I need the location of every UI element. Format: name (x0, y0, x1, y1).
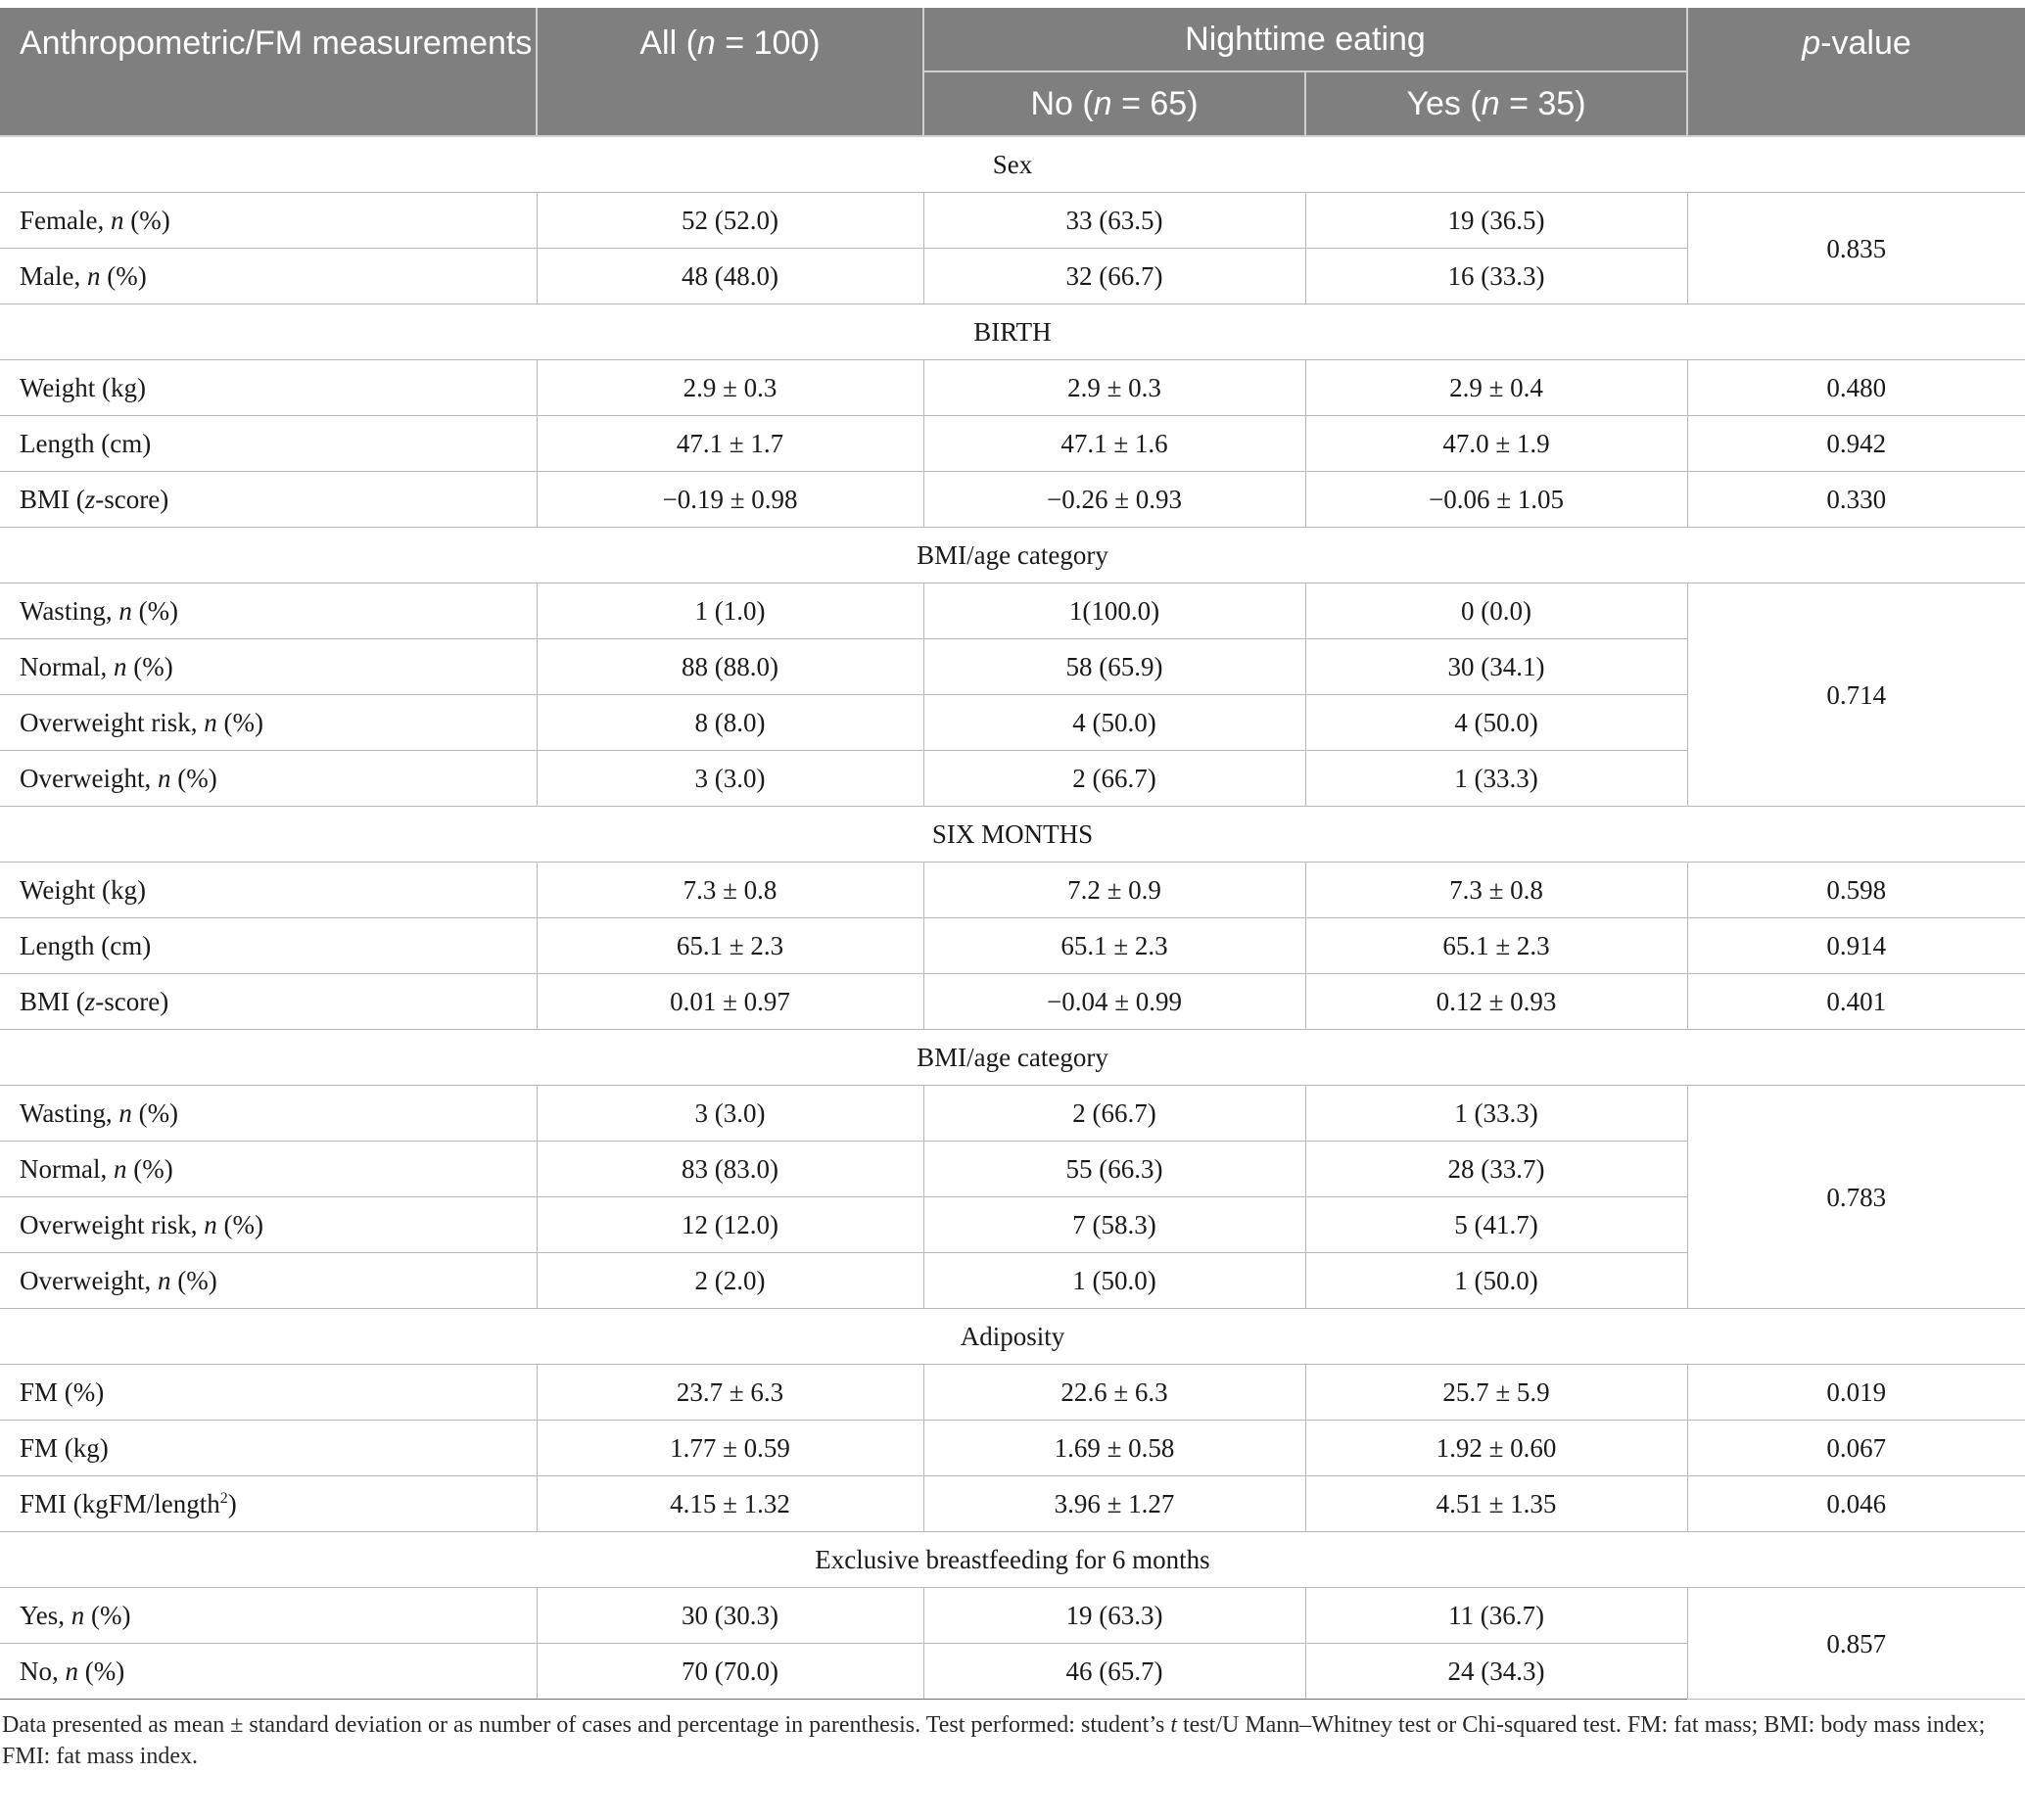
table-body (0, 136, 2025, 1700)
cell-all: 3 (3.0) (537, 751, 923, 807)
cell-all: 30 (30.3) (537, 1588, 923, 1644)
cell-p: 0.330 (1687, 472, 2025, 528)
cell-no: −0.04 ± 0.99 (923, 974, 1305, 1030)
row-label: Male, n (%) (0, 249, 537, 304)
table-row (0, 472, 2025, 528)
row-label: Overweight, n (%) (0, 751, 537, 807)
cell-all: 1 (1.0) (537, 583, 923, 639)
data-table (0, 8, 2025, 1700)
cell-all: 1.77 ± 0.59 (537, 1421, 923, 1476)
cell-all: 52 (52.0) (537, 193, 923, 249)
row-label: BMI (z-score) (0, 974, 537, 1030)
row-label: Normal, n (%) (0, 1142, 537, 1197)
cell-no: 33 (63.5) (923, 193, 1305, 249)
cell-all: 70 (70.0) (537, 1644, 923, 1700)
section-sex: Sex (0, 136, 2025, 193)
cell-yes: 5 (41.7) (1305, 1197, 1687, 1253)
table-row (0, 1588, 2025, 1644)
cell-p: 0.942 (1687, 416, 2025, 472)
cell-no: 2.9 ± 0.3 (923, 360, 1305, 416)
cell-yes: 1 (50.0) (1305, 1253, 1687, 1309)
table-row (0, 1365, 2025, 1421)
cell-yes: 24 (34.3) (1305, 1644, 1687, 1700)
table-row (0, 1421, 2025, 1476)
cell-p: 0.835 (1687, 193, 2025, 304)
cell-all: −0.19 ± 0.98 (537, 472, 923, 528)
cell-all: 4.15 ± 1.32 (537, 1476, 923, 1532)
table-row (0, 193, 2025, 249)
cell-all: 7.3 ± 0.8 (537, 863, 923, 918)
table-row (0, 974, 2025, 1030)
table-row (0, 1086, 2025, 1142)
row-label: Overweight risk, n (%) (0, 1197, 537, 1253)
cell-yes: 1 (33.3) (1305, 751, 1687, 807)
cell-no: 46 (65.7) (923, 1644, 1305, 1700)
cell-all: 8 (8.0) (537, 695, 923, 751)
cell-all: 23.7 ± 6.3 (537, 1365, 923, 1421)
cell-all: 2.9 ± 0.3 (537, 360, 923, 416)
cell-all: 3 (3.0) (537, 1086, 923, 1142)
cell-no: 7 (58.3) (923, 1197, 1305, 1253)
cell-yes: 28 (33.7) (1305, 1142, 1687, 1197)
table-row (0, 360, 2025, 416)
cell-p: 0.783 (1687, 1086, 2025, 1309)
row-label: Length (cm) (0, 416, 537, 472)
row-label: Wasting, n (%) (0, 583, 537, 639)
section-row (0, 528, 2025, 583)
cell-all: 88 (88.0) (537, 639, 923, 695)
section-row (0, 1309, 2025, 1365)
section-row (0, 1532, 2025, 1588)
cell-yes: 4 (50.0) (1305, 695, 1687, 751)
row-label: FM (kg) (0, 1421, 537, 1476)
cell-all: 83 (83.0) (537, 1142, 923, 1197)
row-label: Weight (kg) (0, 360, 537, 416)
cell-no: 58 (65.9) (923, 639, 1305, 695)
cell-yes: 65.1 ± 2.3 (1305, 918, 1687, 974)
cell-p: 0.046 (1687, 1476, 2025, 1532)
section-row (0, 807, 2025, 863)
section-row (0, 304, 2025, 360)
section-bmi-age-birth: BMI/age category (0, 528, 2025, 583)
row-label: FMI (kgFM/length$^2$) (0, 1476, 537, 1532)
header-no: No (n = 65) (923, 71, 1305, 136)
cell-all: 47.1 ± 1.7 (537, 416, 923, 472)
cell-no: 47.1 ± 1.6 (923, 416, 1305, 472)
cell-p: 0.019 (1687, 1365, 2025, 1421)
cell-yes: 4.51 ± 1.35 (1305, 1476, 1687, 1532)
row-label: Wasting, n (%) (0, 1086, 537, 1142)
table-row (0, 416, 2025, 472)
cell-all: 48 (48.0) (537, 249, 923, 304)
header-yes: Yes (n = 35) (1305, 71, 1687, 136)
cell-yes: 0 (0.0) (1305, 583, 1687, 639)
cell-no: 55 (66.3) (923, 1142, 1305, 1197)
cell-yes: 1.92 ± 0.60 (1305, 1421, 1687, 1476)
row-label: Length (cm) (0, 918, 537, 974)
row-label: Overweight risk, n (%) (0, 695, 537, 751)
cell-yes: 7.3 ± 0.8 (1305, 863, 1687, 918)
cell-no: 65.1 ± 2.3 (923, 918, 1305, 974)
table-row (0, 863, 2025, 918)
cell-no: 19 (63.3) (923, 1588, 1305, 1644)
section-adiposity: Adiposity (0, 1309, 2025, 1365)
cell-yes: 30 (34.1) (1305, 639, 1687, 695)
cell-all: 2 (2.0) (537, 1253, 923, 1309)
cell-all: 65.1 ± 2.3 (537, 918, 923, 974)
section-six-months: SIX MONTHS (0, 807, 2025, 863)
row-label: BMI (z-score) (0, 472, 537, 528)
cell-all: 12 (12.0) (537, 1197, 923, 1253)
cell-yes: −0.06 ± 1.05 (1305, 472, 1687, 528)
header-all: All (n = 100) (537, 8, 923, 136)
section-bmi-age-six: BMI/age category (0, 1030, 2025, 1086)
row-label: Normal, n (%) (0, 639, 537, 695)
cell-no: 7.2 ± 0.9 (923, 863, 1305, 918)
cell-no: 32 (66.7) (923, 249, 1305, 304)
cell-yes: 47.0 ± 1.9 (1305, 416, 1687, 472)
cell-yes: 25.7 ± 5.9 (1305, 1365, 1687, 1421)
cell-no: 2 (66.7) (923, 1086, 1305, 1142)
cell-p: 0.067 (1687, 1421, 2025, 1476)
section-breastfeeding: Exclusive breastfeeding for 6 months (0, 1532, 2025, 1588)
cell-no: −0.26 ± 0.93 (923, 472, 1305, 528)
row-label: Female, n (%) (0, 193, 537, 249)
cell-p: 0.857 (1687, 1588, 2025, 1700)
row-label: No, n (%) (0, 1644, 537, 1700)
cell-no: 3.96 ± 1.27 (923, 1476, 1305, 1532)
cell-all: 0.01 ± 0.97 (537, 974, 923, 1030)
cell-yes: 2.9 ± 0.4 (1305, 360, 1687, 416)
cell-p: 0.914 (1687, 918, 2025, 974)
header-measurements: Anthropometric/FM measurements (0, 8, 537, 136)
table-row (0, 583, 2025, 639)
cell-yes: 16 (33.3) (1305, 249, 1687, 304)
table-container (0, 8, 2025, 1772)
cell-yes: 19 (36.5) (1305, 193, 1687, 249)
row-label: Weight (kg) (0, 863, 537, 918)
cell-yes: 0.12 ± 0.93 (1305, 974, 1687, 1030)
table-row (0, 1476, 2025, 1532)
cell-no: 1.69 ± 0.58 (923, 1421, 1305, 1476)
cell-yes: 11 (36.7) (1305, 1588, 1687, 1644)
cell-no: 1(100.0) (923, 583, 1305, 639)
cell-no: 2 (66.7) (923, 751, 1305, 807)
table-header (0, 8, 2025, 136)
cell-p: 0.480 (1687, 360, 2025, 416)
cell-no: 4 (50.0) (923, 695, 1305, 751)
section-birth: BIRTH (0, 304, 2025, 360)
cell-p: 0.401 (1687, 974, 2025, 1030)
table-row (0, 918, 2025, 974)
section-row (0, 136, 2025, 193)
row-label: FM (%) (0, 1365, 537, 1421)
header-nighttime-eating: Nighttime eating (923, 8, 1687, 71)
row-label: Yes, n (%) (0, 1588, 537, 1644)
cell-p: 0.714 (1687, 583, 2025, 807)
cell-no: 22.6 ± 6.3 (923, 1365, 1305, 1421)
header-p-value: p-value (1687, 8, 2025, 136)
section-row (0, 1030, 2025, 1086)
table-footnote: Data presented as mean ± standard deviation or as number of cases and percentage in parenthesis. Test performed: student’s t test/U Mann–Whitney test or Chi-squared test. FM: fat mass; BMI: body mass index; FMI: fat mass index. (2, 1712, 1986, 1769)
row-label: Overweight, n (%) (0, 1253, 537, 1309)
cell-p: 0.598 (1687, 863, 2025, 918)
cell-no: 1 (50.0) (923, 1253, 1305, 1309)
cell-yes: 1 (33.3) (1305, 1086, 1687, 1142)
